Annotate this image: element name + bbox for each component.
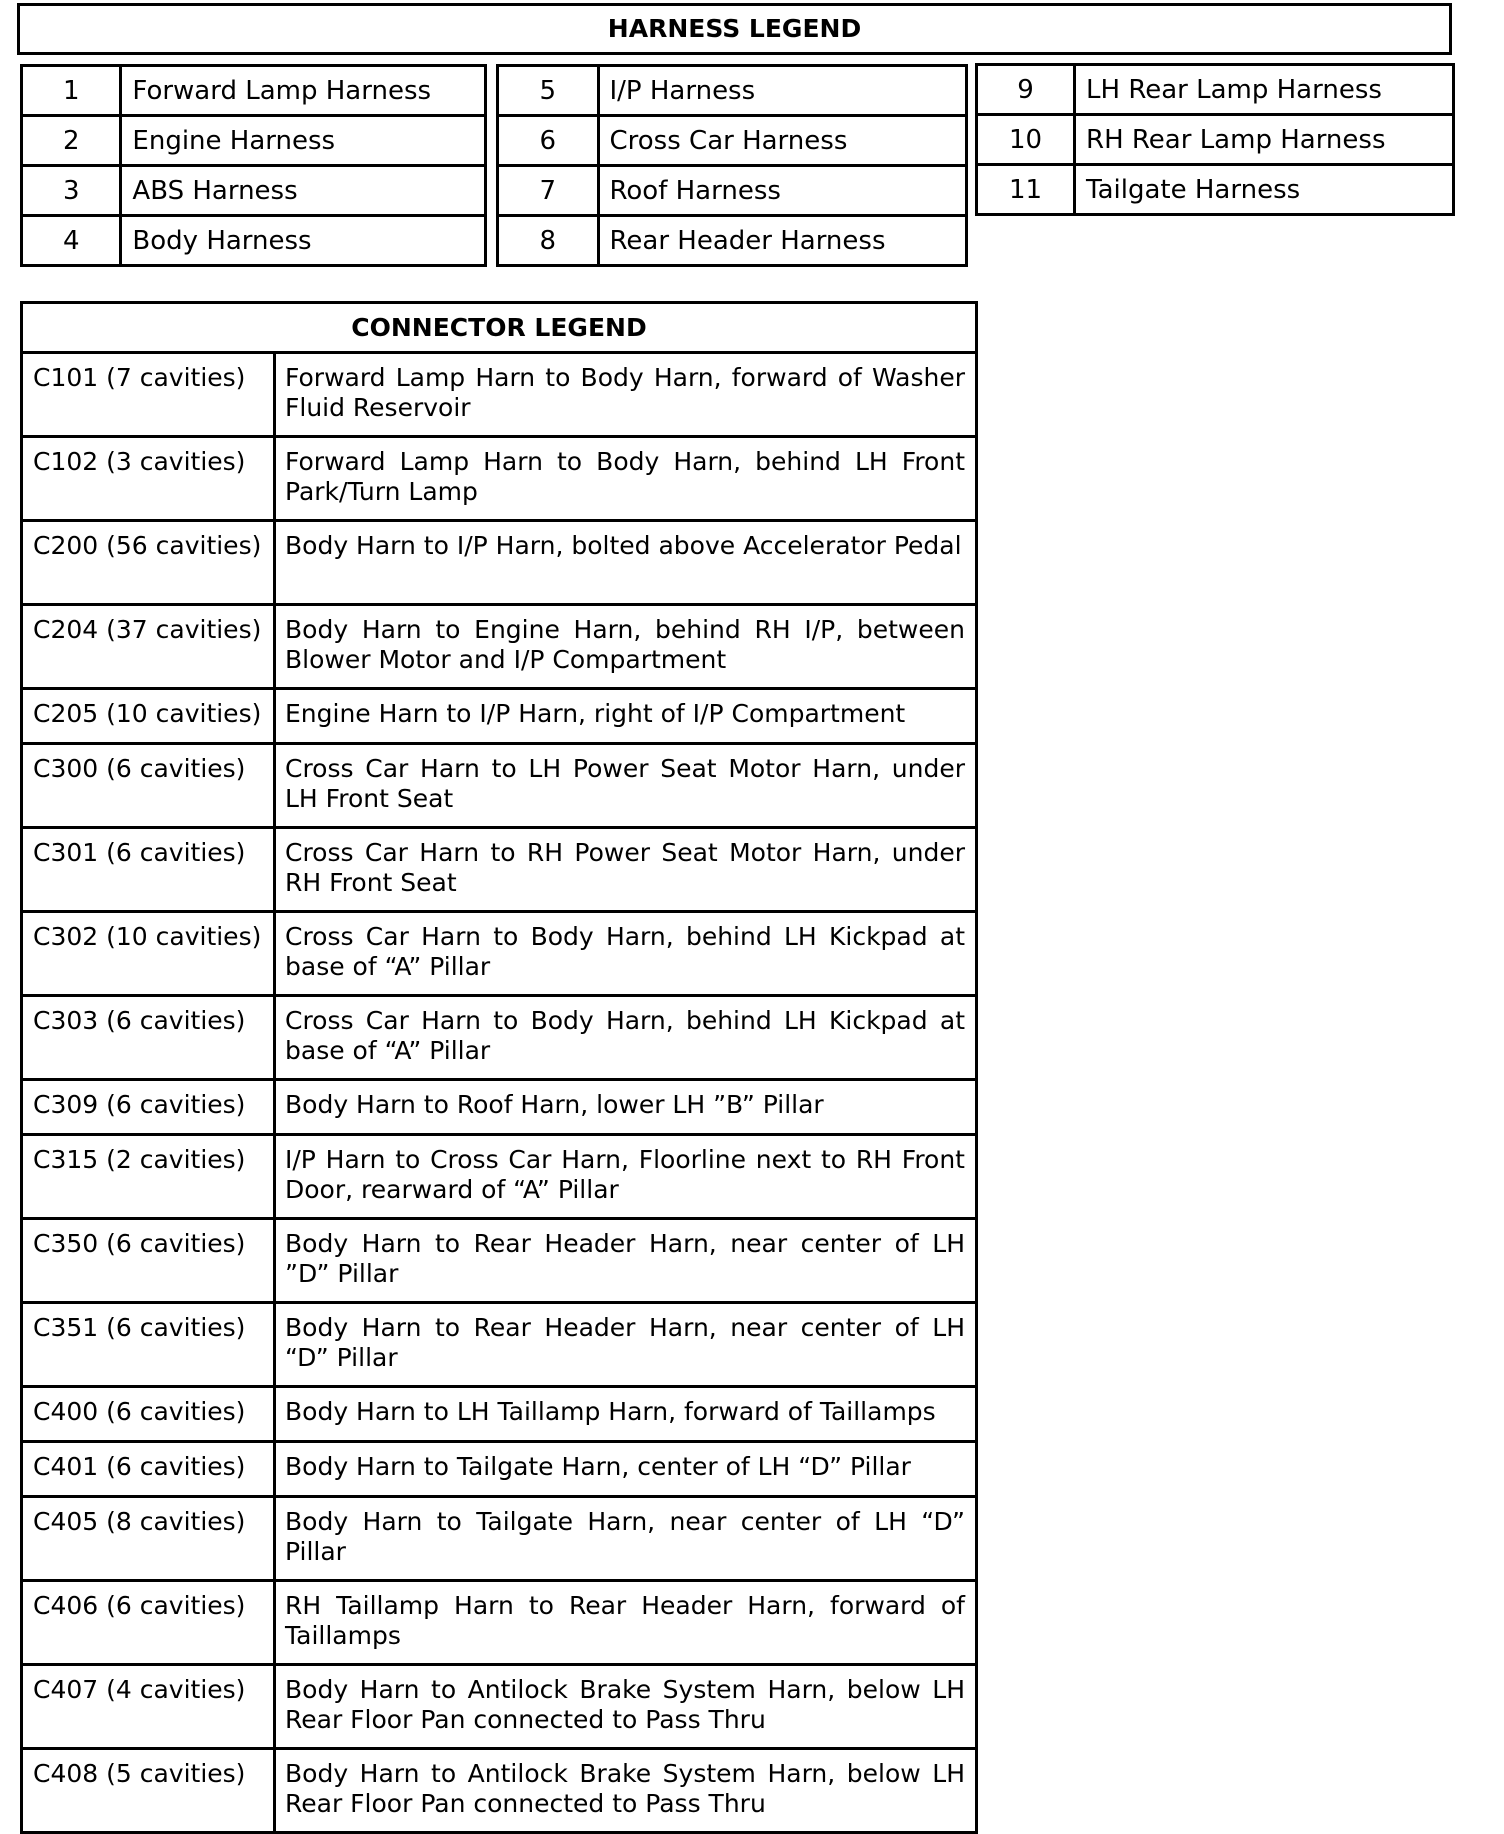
connector-id: C301 (6 cavities) — [22, 828, 275, 912]
connector-legend-title: CONNECTOR LEGEND — [22, 303, 977, 353]
connector-id: C350 (6 cavities) — [22, 1219, 275, 1303]
connector-row — [22, 1581, 977, 1665]
connector-row — [22, 437, 977, 521]
connector-row — [22, 1665, 977, 1749]
connector-description: Body Harn to Rear Header Harn, near center of LH “D” Pillar — [275, 1303, 977, 1387]
connector-description: Body Harn to Tailgate Harn, near center of LH “D” Pillar — [275, 1497, 977, 1581]
harness-number: 10 — [977, 115, 1075, 165]
connector-row — [22, 828, 977, 912]
connector-id: C300 (6 cavities) — [22, 744, 275, 828]
harness-name: ABS Harness — [121, 166, 486, 216]
connector-description: Body Harn to Antilock Brake System Harn, below LH Rear Floor Pan connected to Pass Thru — [275, 1665, 977, 1749]
harness-name: Roof Harness — [598, 166, 967, 216]
connector-row — [22, 605, 977, 689]
connector-row — [22, 1135, 977, 1219]
harness-name: Engine Harness — [121, 116, 486, 166]
harness-number: 5 — [498, 66, 599, 116]
harness-number: 2 — [22, 116, 121, 166]
connector-row — [22, 1387, 977, 1442]
connector-description: RH Taillamp Harn to Rear Header Harn, forward of Taillamps — [275, 1581, 977, 1665]
connector-description: Body Harn to LH Taillamp Harn, forward of Taillamps — [275, 1387, 977, 1442]
connector-description: Cross Car Harn to LH Power Seat Motor Harn, under LH Front Seat — [275, 744, 977, 828]
harness-row — [498, 116, 967, 166]
harness-number: 11 — [977, 165, 1075, 215]
connector-description: Body Harn to Roof Harn, lower LH ”B” Pillar — [275, 1080, 977, 1135]
connector-id: C205 (10 cavities) — [22, 689, 275, 744]
connector-row — [22, 912, 977, 996]
connector-row — [22, 1749, 977, 1833]
harness-number: 7 — [498, 166, 599, 216]
connector-id: C401 (6 cavities) — [22, 1442, 275, 1497]
connector-description: Engine Harn to I/P Harn, right of I/P Compartment — [275, 689, 977, 744]
connector-id: C302 (10 cavities) — [22, 912, 275, 996]
connector-description: Body Harn to I/P Harn, bolted above Accelerator Pedal — [275, 521, 977, 605]
connector-row — [22, 1303, 977, 1387]
connector-id: C408 (5 cavities) — [22, 1749, 275, 1833]
harness-row — [22, 66, 486, 116]
harness-legend-title: HARNESS LEGEND — [17, 3, 1452, 55]
connector-id: C400 (6 cavities) — [22, 1387, 275, 1442]
harness-number: 6 — [498, 116, 599, 166]
connector-id: C102 (3 cavities) — [22, 437, 275, 521]
connector-description: Cross Car Harn to RH Power Seat Motor Harn, under RH Front Seat — [275, 828, 977, 912]
connector-description: I/P Harn to Cross Car Harn, Floorline next to RH Front Door, rearward of “A” Pillar — [275, 1135, 977, 1219]
connector-description: Body Harn to Rear Header Harn, near center of LH ”D” Pillar — [275, 1219, 977, 1303]
harness-row — [22, 166, 486, 216]
connector-row — [22, 521, 977, 605]
connector-description: Body Harn to Tailgate Harn, center of LH “D” Pillar — [275, 1442, 977, 1497]
connector-legend-table — [20, 301, 978, 1834]
harness-name: I/P Harness — [598, 66, 967, 116]
connector-id: C405 (8 cavities) — [22, 1497, 275, 1581]
connector-id: C200 (56 cavities) — [22, 521, 275, 605]
harness-name: Tailgate Harness — [1075, 165, 1454, 215]
connector-row — [22, 1219, 977, 1303]
harness-name: LH Rear Lamp Harness — [1075, 65, 1454, 115]
harness-name: Rear Header Harness — [598, 216, 967, 266]
harness-number: 8 — [498, 216, 599, 266]
harness-row — [22, 216, 486, 266]
harness-legend-column-3 — [975, 63, 1455, 216]
connector-id: C309 (6 cavities) — [22, 1080, 275, 1135]
connector-description: Forward Lamp Harn to Body Harn, forward of Washer Fluid Reservoir — [275, 353, 977, 437]
harness-name: Body Harness — [121, 216, 486, 266]
connector-row — [22, 1497, 977, 1581]
connector-id: C204 (37 cavities) — [22, 605, 275, 689]
harness-row — [22, 116, 486, 166]
harness-row — [977, 65, 1454, 115]
connector-row — [22, 744, 977, 828]
harness-row — [977, 115, 1454, 165]
harness-legend-column-1 — [20, 64, 487, 267]
harness-row — [498, 216, 967, 266]
connector-id: C315 (2 cavities) — [22, 1135, 275, 1219]
connector-description: Body Harn to Engine Harn, behind RH I/P, between Blower Motor and I/P Compartment — [275, 605, 977, 689]
connector-id: C303 (6 cavities) — [22, 996, 275, 1080]
connector-row — [22, 996, 977, 1080]
harness-number: 1 — [22, 66, 121, 116]
harness-row — [977, 165, 1454, 215]
harness-row — [498, 166, 967, 216]
connector-id: C101 (7 cavities) — [22, 353, 275, 437]
connector-id: C406 (6 cavities) — [22, 1581, 275, 1665]
connector-description: Body Harn to Antilock Brake System Harn, below LH Rear Floor Pan connected to Pass Thru — [275, 1749, 977, 1833]
harness-number: 3 — [22, 166, 121, 216]
connector-description: Forward Lamp Harn to Body Harn, behind LH Front Park/Turn Lamp — [275, 437, 977, 521]
harness-legend-column-2 — [496, 64, 968, 267]
connector-row — [22, 353, 977, 437]
connector-row — [22, 689, 977, 744]
connector-row — [22, 1080, 977, 1135]
harness-row — [498, 66, 967, 116]
connector-description: Cross Car Harn to Body Harn, behind LH Kickpad at base of “A” Pillar — [275, 912, 977, 996]
connector-id: C407 (4 cavities) — [22, 1665, 275, 1749]
connector-id: C351 (6 cavities) — [22, 1303, 275, 1387]
harness-name: Cross Car Harness — [598, 116, 967, 166]
harness-name: RH Rear Lamp Harness — [1075, 115, 1454, 165]
harness-number: 4 — [22, 216, 121, 266]
connector-row — [22, 1442, 977, 1497]
harness-number: 9 — [977, 65, 1075, 115]
connector-description: Cross Car Harn to Body Harn, behind LH Kickpad at base of “A” Pillar — [275, 996, 977, 1080]
harness-name: Forward Lamp Harness — [121, 66, 486, 116]
